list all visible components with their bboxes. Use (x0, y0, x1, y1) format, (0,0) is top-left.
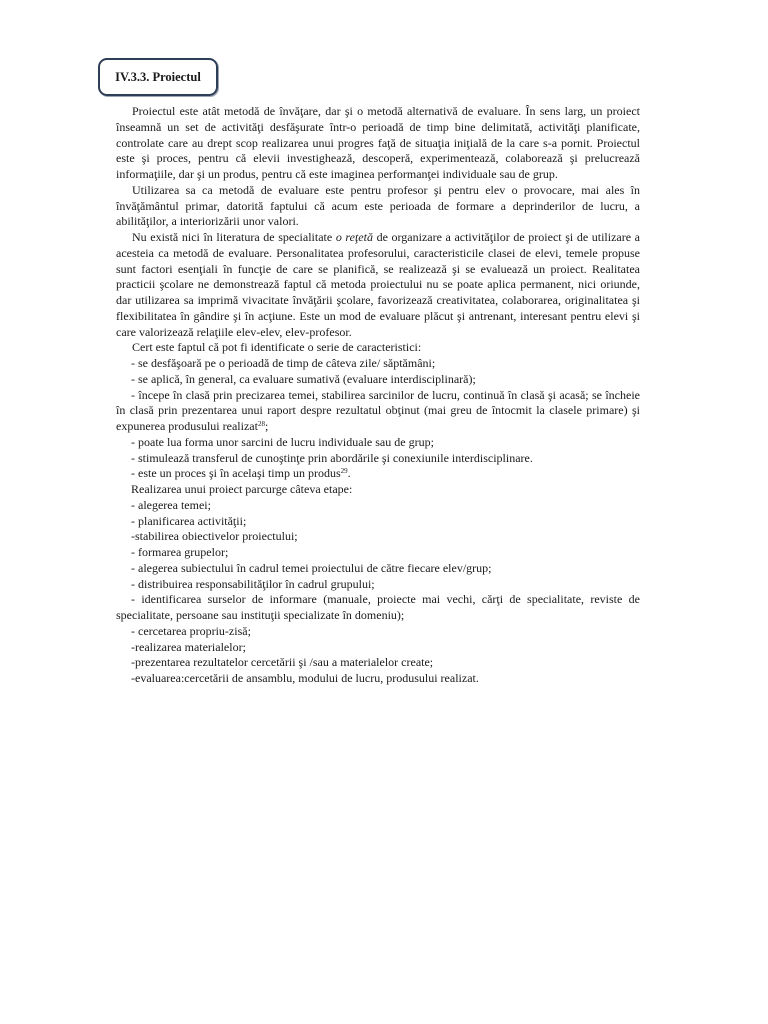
recipe-emphasis: o reţetă (335, 230, 373, 244)
characteristic-end: ; (264, 419, 269, 433)
body-text (116, 104, 640, 687)
stages-intro: Realizarea unui proiect parcurge câteva etape: (131, 482, 353, 496)
footnote-ref: 28 (257, 420, 265, 428)
stage-item: -evaluarea:cercetării de ansamblu, modului de lucru, produsului realizat. (131, 671, 479, 685)
stage-item: - alegerea subiectului în cadrul temei proiectului de către fiecare elev/grup; (131, 560, 492, 575)
characteristic-item (116, 466, 640, 482)
paragraph-usage: Utilizarea sa ca metodă de evaluare este pentru profesor şi pentru elev o provocare, mai ales în învăţământul primar, datorită faptului că acum este perioada de formare a deprinderilor de lucru, a abilităţilor, a interiorizării unor valori. (116, 182, 640, 229)
stage-item: -prezentarea rezultatelor cercetării şi /sau a materialelor create; (131, 655, 434, 670)
stage-item: - formarea grupelor; (131, 545, 229, 559)
characteristic-item: - se aplică, în general, ca evaluare sumativă (evaluare interdisciplinară); (131, 371, 476, 386)
stage-item: - distribuirea responsabilităţilor în cadrul grupului; (131, 576, 375, 591)
stage-item: - cercetarea propriu-zisă; (131, 623, 251, 638)
characteristic-end: . (347, 466, 351, 481)
section-title: IV.3.3. Proiectul (115, 69, 201, 84)
stage-item: - planificarea activităţii; (131, 513, 247, 528)
stage-item: - alegerea temei; (131, 497, 211, 512)
paragraph-definition: Proiectul este atât metodă de învăţare, dar şi o metodă alternativă de evaluare. În sens larg, un proiect înseamnă un set de activităţi desfăşurate într-o perioadă de timp bine delimitată, activităţi planificate, controlate care au drept scop realizarea unui progres faţă de situaţia iniţială de la care s-a pornit. Proiectul este şi proces, pentru că elevii investighează, descoperă, experimentează, colaborează şi prelucrează informaţiile, dar şi un produs, pentru că este imaginea performanţei individuale sau de grup. (116, 104, 640, 181)
stage-item: - identificarea surselor de informare (manuale, proiecte mai vechi, cărţi de specialitate, reviste de specialitate, persoane sau instituţii specializate în domeniu); (116, 592, 640, 622)
characteristic-item: - se desfăşoară pe o perioadă de timp de câteva zile/ săptămâni; (131, 356, 436, 370)
characteristic-text: - începe în clasă prin precizarea temei, stabilirea sarcinilor de lucru, continuă în clasă şi acasă; se încheie în clasă prin prezentarea unui raport despre rezultatul obţinut (mai greu de întocmit la clasele primare) şi expunerea produsului realizat (116, 387, 640, 433)
characteristic-item (116, 388, 640, 435)
characteristic-item: - poate lua forma unor sarcini de lucru individuale sau de grup; (131, 434, 434, 449)
characteristic-item: - stimulează transferul de cunoştinţe prin abordările şi conexiunile interdisciplinare. (131, 450, 533, 465)
stage-item: -realizarea materialelor; (131, 639, 246, 654)
section-heading-box (98, 58, 218, 96)
stage-item: -stabilirea obiectivelor proiectului; (131, 529, 298, 544)
characteristic-text: - este un proces şi în acelaşi timp un produs (131, 466, 341, 481)
recipe-text-before: Nu există nici în literatura de specialitate (132, 230, 336, 244)
recipe-text-after: de organizare a activităţilor de proiect şi de utilizare a acesteia ca metodă de evaluare. Personalitatea profesorului, caracteristicile clasei de elevi, temele propuse sunt factori esenţiali în funcţie de care se planifică, se realizează şi se evaluează un proiect. Realitatea practicii şcolare ne demonstrează faptul că metoda proiectului nu se poate aplica permanent, nici oriunde, dar utilizarea sa imprimă vivacitate învăţării şcolare, favorizează creativitatea, colaborarea, originalitatea şi flexibilitatea în gândire şi în acţiune. Este un mod de evaluare plăcut şi antrenant, interesant pentru elevi şi care valorizează relaţiile elev-elev, elev-profesor. (116, 230, 640, 339)
paragraph-characteristics-intro: Cert este faptul că pot fi identificate o serie de caracteristici: (132, 340, 422, 355)
paragraph-recipe (116, 230, 640, 340)
footnote-ref: 29 (340, 467, 348, 476)
